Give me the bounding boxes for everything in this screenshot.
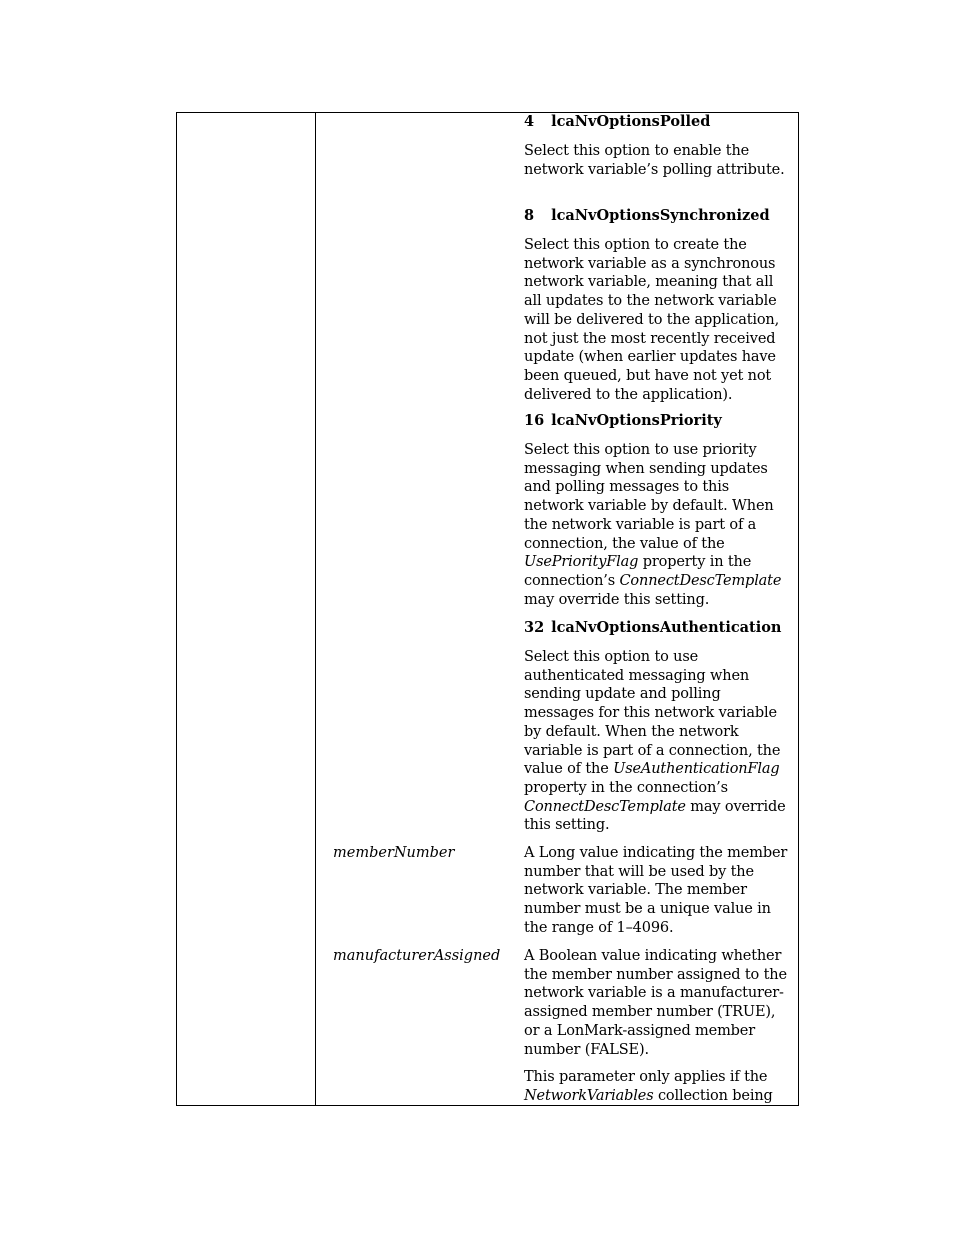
description-text: property in the connection’s [524, 779, 728, 796]
option-description-synchronized [524, 236, 792, 404]
option-description-authentication [524, 648, 792, 835]
option-heading-authentication [524, 619, 781, 638]
description-text: A Boolean value indicating whether the member number assigned to the network variable is a manufacturer-assigned member number (TRUE), or a LonMark-assigned member number (FALSE). [524, 948, 787, 1058]
description-text: Select this option to use priority messaging when sending updates and polling messages to this network variable by default. When the network variable is part of a connection, the value of the [524, 442, 774, 552]
property-name: UsePriorityFlag [524, 554, 639, 571]
property-name: ConnectDescTemplate [524, 798, 686, 815]
description-text: Select this option to use authenticated messaging when sending update and polling messages for this network variable by default. When the network variable is part of a connection, the value of the [524, 649, 781, 778]
description-text: property in the connection’s [524, 554, 752, 589]
option-number: 4 [524, 113, 535, 130]
parameter-note-manufacturer-assigned [524, 1068, 792, 1105]
option-number: 8 [524, 207, 535, 224]
option-heading-synchronized [524, 207, 770, 226]
description-text: Select this option to enable the network variable’s polling attribute. [524, 143, 785, 178]
option-heading-priority [524, 412, 722, 431]
option-heading-polled [524, 113, 710, 132]
option-name: lcaNvOptionsPolled [551, 113, 711, 130]
option-number: 32 [524, 619, 545, 636]
option-description-priority [524, 441, 792, 609]
description-text: collection being [653, 1087, 773, 1104]
option-number: 16 [524, 412, 545, 429]
description-text: may override this setting. [524, 591, 710, 608]
option-name: lcaNvOptionsPriority [551, 412, 722, 429]
option-description-polled [524, 142, 792, 179]
option-name: lcaNvOptionsAuthentication [551, 619, 782, 636]
parameter-description-member-number [524, 844, 792, 938]
parameter-description-manufacturer-assigned [524, 947, 792, 1059]
description-text: may override this setting. [524, 798, 786, 834]
collection-name: NetworkVariables [524, 1087, 654, 1104]
option-name: lcaNvOptionsSynchronized [551, 207, 770, 224]
description-text: Select this option to create the network variable as a synchronous network variable, meaning that all all updates to the network variable will be delivered to the application, not just the most recently received update (when earlier updates have been queued, but have not yet not delivered to the application). [524, 237, 780, 403]
description-text: This parameter only applies if the [524, 1069, 768, 1085]
parameter-name-member-number: memberNumber [333, 845, 455, 861]
column-divider [315, 112, 316, 1106]
description-text: A Long value indicating the member number that will be used by the network variable. The member number must be a unique value in the range of 1–4096. [524, 845, 788, 936]
property-name: UseAuthenticationFlag [613, 761, 780, 778]
property-name: ConnectDescTemplate [619, 572, 782, 589]
parameter-name-manufacturer-assigned: manufacturerAssigned [333, 948, 501, 964]
